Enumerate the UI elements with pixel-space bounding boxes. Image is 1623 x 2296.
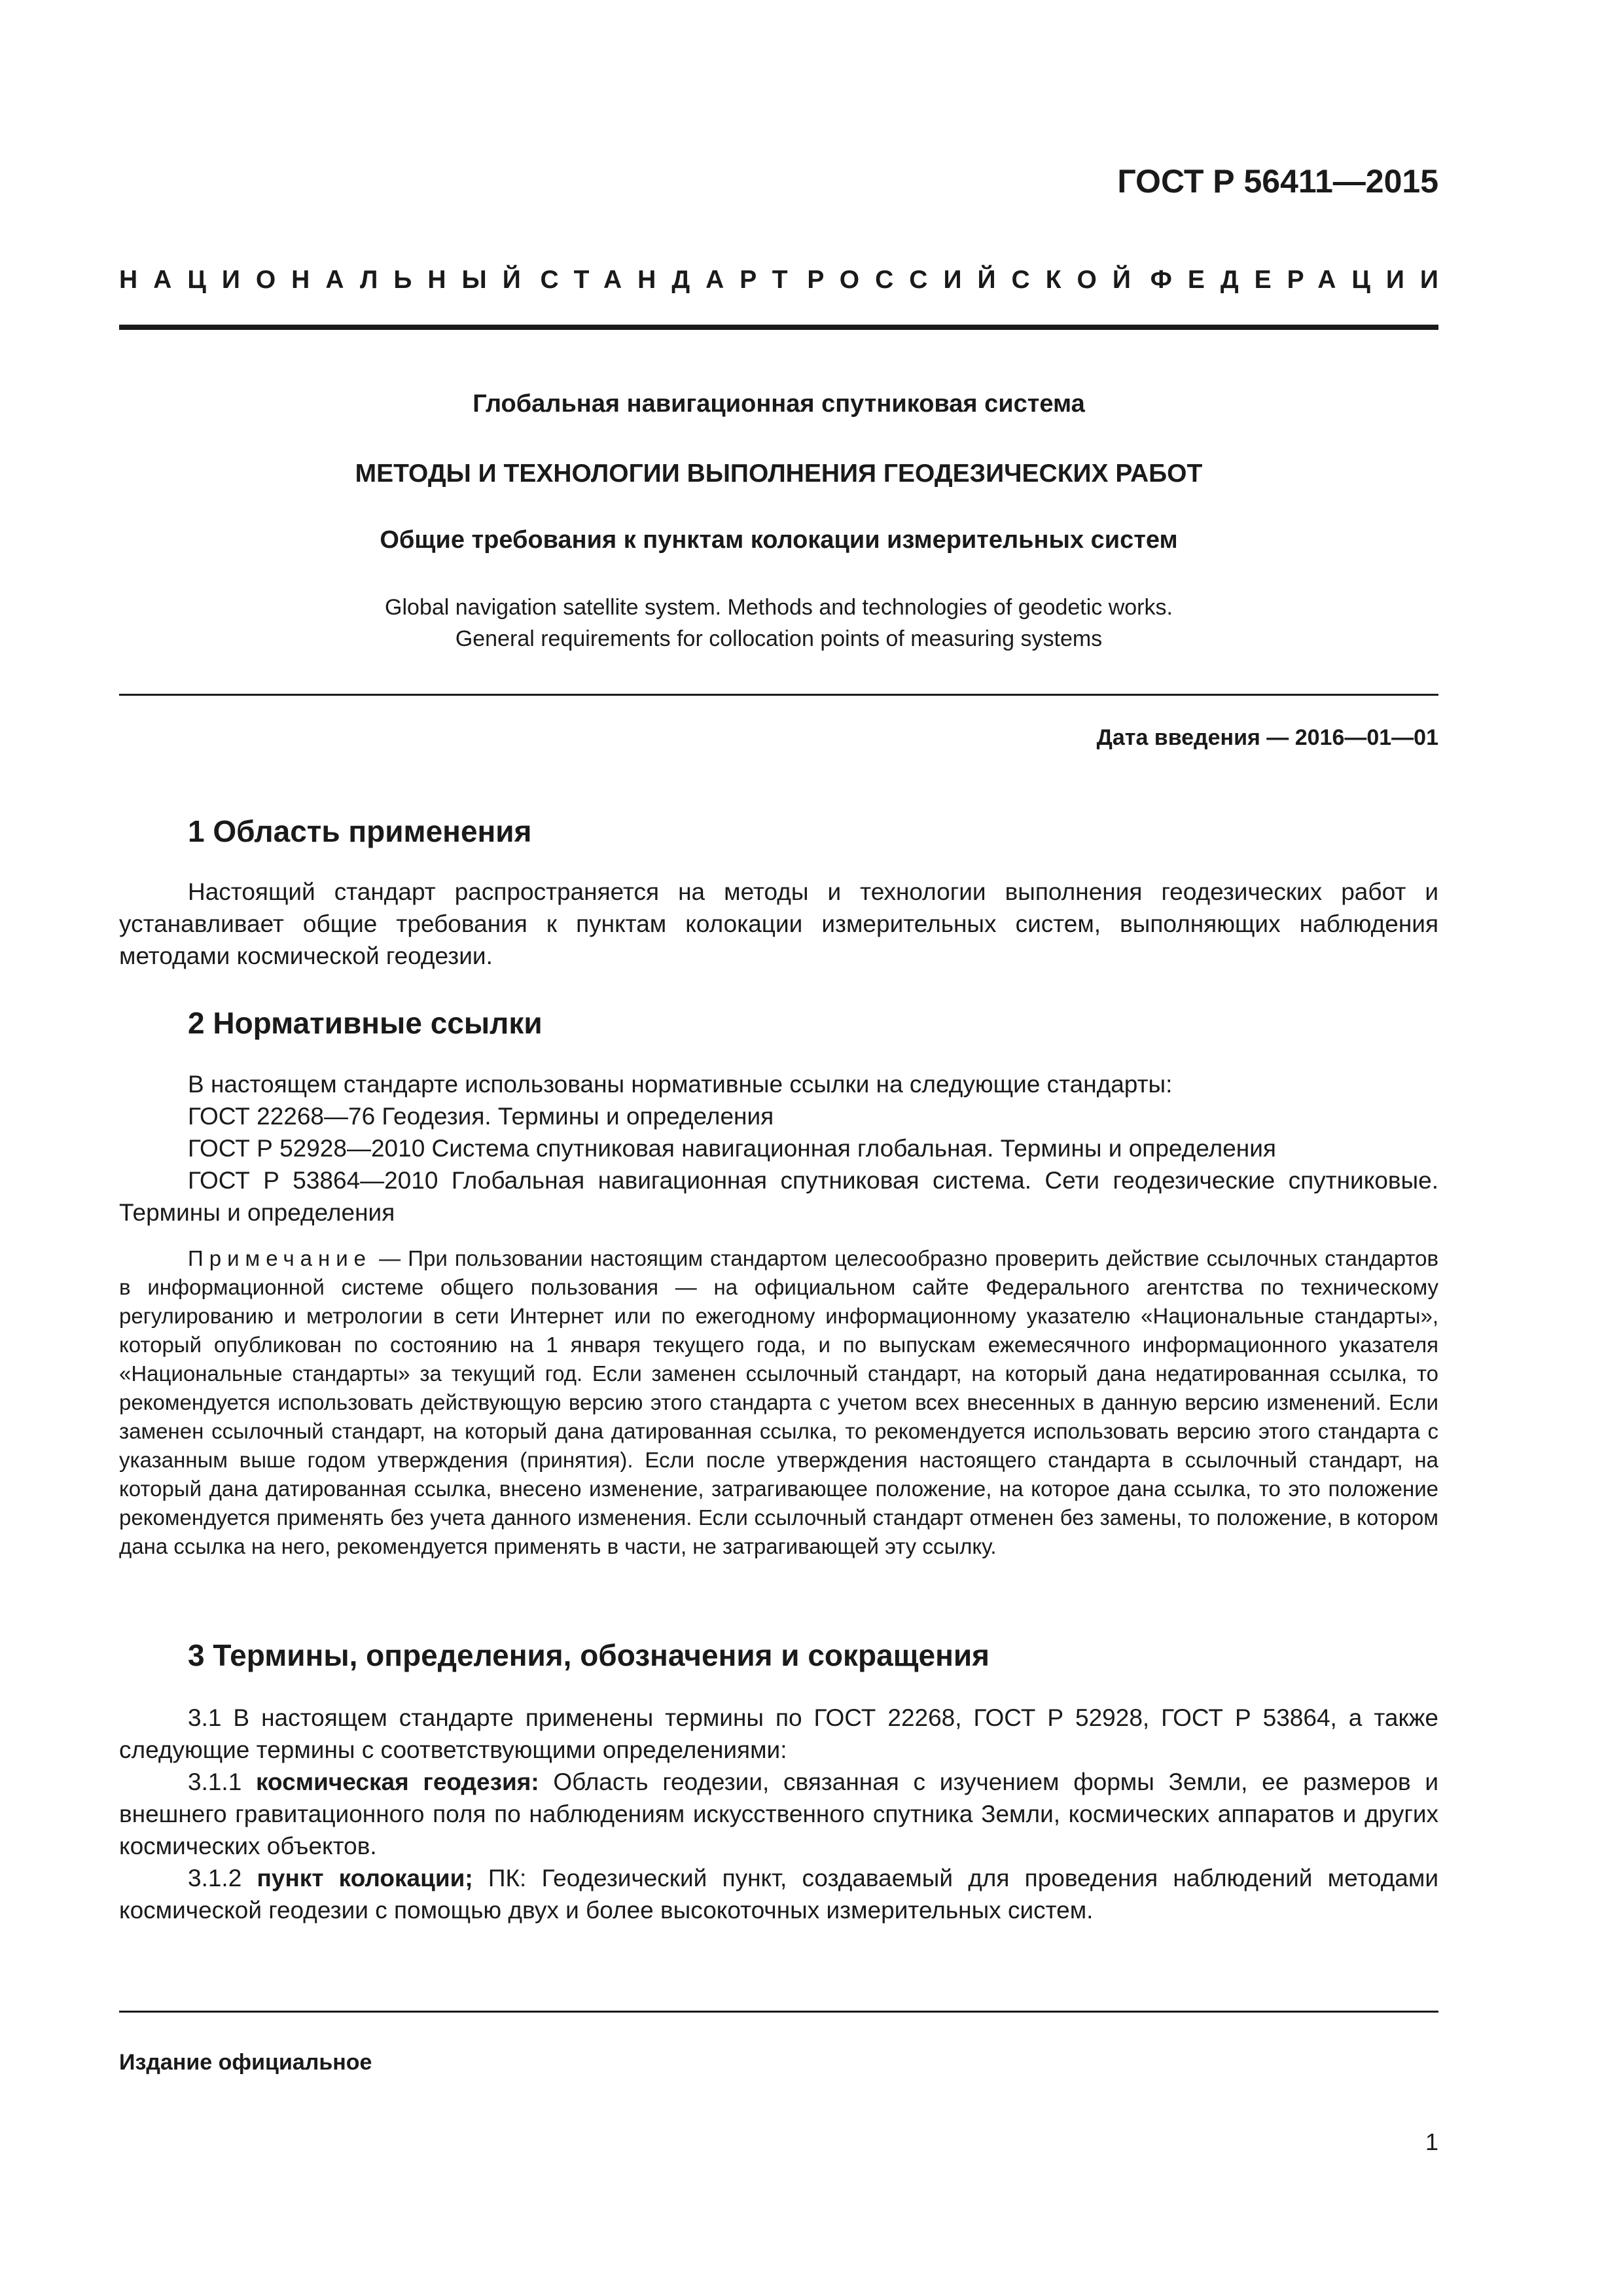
title-line-1: Глобальная навигационная спутниковая система [473,390,1085,418]
reference-gost-52928: ГОСТ Р 52928—2010 Система спутниковая навигационная глобальная. Термины и определения [188,1135,1276,1162]
term: космическая геодезия: [256,1768,539,1795]
footer-rule [119,2011,1438,2013]
english-title-line-2: General requirements for collocation points of measuring systems [455,626,1103,651]
section-1-heading: 1 Область применения [188,814,532,848]
reference-gost-53864 [119,1164,1438,1229]
clause-number: 3.1.2 [188,1865,257,1892]
header-rule [119,325,1438,330]
banner-word: СТАНДАРТ [540,266,804,294]
official-edition-label: Издание официальное [119,2050,372,2075]
definition: ПК: Геодезический пункт, создаваемый для проведения наблюдений методами космической геодезии с помощью двух и более высокоточных измерительных систем. [119,1865,1438,1924]
title-line-2: МЕТОДЫ И ТЕХНОЛОГИИ ВЫПОЛНЕНИЯ ГЕОДЕЗИЧЕСКИХ РАБОТ [355,459,1203,488]
title-line-3: Общие требования к пунктам колокации измерительных систем [380,526,1178,554]
clause-3-1-text: 3.1 В настоящем стандарте применены термины по ГОСТ 22268, ГОСТ Р 52928, ГОСТ Р 53864, а также следующие термины с соответствующими определениями: [119,1704,1438,1763]
english-title-line-1: Global navigation satellite system. Methods and technologies of geodetic works. [385,595,1173,620]
section-1-body: Настоящий стандарт распространяется на методы и технологии выполнения геодезических работ и устанавливает общие требования к пунктам колокации измерительных систем, выполняющих наблюдения методами космической геодезии. [119,878,1438,969]
banner-word: РОССИЙСКОЙ [807,266,1147,294]
page-number: 1 [1425,2128,1438,2155]
clause-number: 3.1.1 [188,1768,257,1795]
english-title [119,592,1438,655]
note-text: — При пользовании настоящим стандартом целесообразно проверить действие ссылочных стандартов в информационной системе общего пользования — на официальном сайте Федерального агентства по техническому регулированию и метрологии в сети Интернет или по ежегодному информационному указателю «Национальные стандарты», который опубликован по состоянию на 1 января текущего года, и по выпускам ежемесячного информационного указателя «Национальные стандарты» за текущий год. Если заменен ссылочный стандарт, на который дана недатированная ссылка, то рекомендуется использовать действующую версию этого стандарта с учетом всех внесенных в данную версию изменений. Если заменен ссылочный стандарт, на который дана датированная ссылка, то рекомендуется использовать версию этого стандарта с указанным выше годом утверждения (принятия). Если после утверждения настоящего стандарта в ссылочный стандарт, на который дана датированная ссылка, внесено изменение, затрагивающее положение, на которое дана ссылка, то это положение рекомендуется применять без учета данного изменения. Если ссылочный стандарт отменен без замены, то положение, в котором дана ссылка на него, рекомендуется применять в части, не затрагивающей эту ссылку. [119,1246,1438,1558]
clause-3-1-1 [119,1766,1438,1862]
reference-gost-22268: ГОСТ 22268—76 Геодезия. Термины и определения [188,1103,774,1130]
document-number: ГОСТ Р 56411—2015 [1117,163,1438,200]
clause-3-1-2 [119,1862,1438,1926]
title-rule [119,694,1438,696]
reference-gost-53864-text: ГОСТ Р 53864—2010 Глобальная навигационная спутниковая система. Сети геодезические спутниковые. Термины и определения [119,1167,1438,1226]
national-standard-banner [119,266,1454,295]
definition: Область геодезии, связанная с изучением формы Земли, ее размеров и внешнего гравитационного поля по наблюдениям искусственного спутника Земли, космических аппаратов и других космических объектов. [119,1768,1438,1859]
note-label: Примечание [188,1246,372,1270]
section-3-heading: 3 Термины, определения, обозначения и сокращения [188,1638,990,1672]
note [119,1244,1438,1561]
banner-word: ФЕДЕРАЦИИ [1150,266,1454,294]
references-intro: В настоящем стандарте использованы нормативные ссылки на следующие стандарты: [188,1071,1173,1098]
section-1-text [119,876,1438,972]
term: пункт колокации; [257,1865,473,1892]
introduction-date: Дата введения — 2016—01—01 [1096,725,1438,750]
banner-word: НАЦИОНАЛЬНЫЙ [119,266,537,294]
clause-3-1 [119,1702,1438,1766]
section-2-heading: 2 Нормативные ссылки [188,1006,543,1040]
